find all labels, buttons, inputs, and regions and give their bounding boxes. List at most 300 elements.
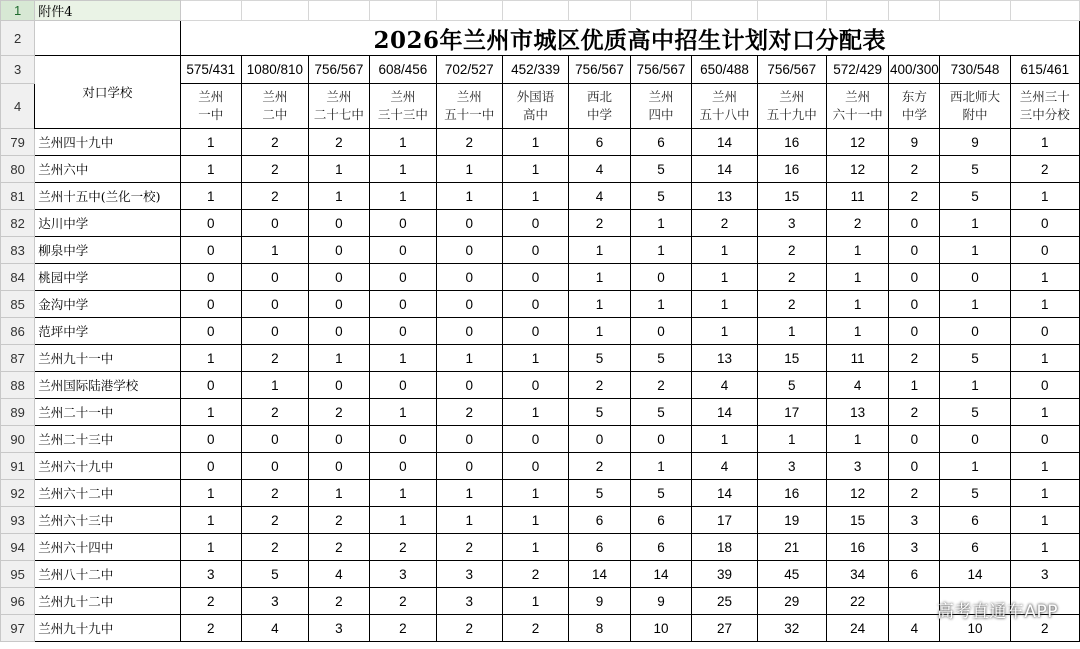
quota-cell[interactable]: 0	[502, 372, 568, 399]
quota-cell[interactable]: 1	[1010, 534, 1079, 561]
quota-cell[interactable]: 1	[308, 183, 370, 210]
quota-cell[interactable]: 0	[370, 291, 436, 318]
quota-cell[interactable]: 2	[242, 183, 309, 210]
score-cell[interactable]: 730/548	[940, 56, 1010, 84]
row-header[interactable]: 91	[1, 453, 35, 480]
quota-cell[interactable]: 6	[569, 534, 631, 561]
quota-cell[interactable]: 15	[757, 345, 826, 372]
quota-cell[interactable]: 22	[826, 588, 889, 615]
quota-cell[interactable]: 1	[1010, 345, 1079, 372]
quota-cell[interactable]: 0	[630, 426, 692, 453]
quota-cell[interactable]: 5	[630, 345, 692, 372]
quota-cell[interactable]: 5	[569, 399, 631, 426]
quota-cell[interactable]: 1	[826, 318, 889, 345]
quota-cell[interactable]: 0	[308, 264, 370, 291]
row-header[interactable]: 96	[1, 588, 35, 615]
quota-cell[interactable]: 5	[569, 480, 631, 507]
row-header[interactable]: 95	[1, 561, 35, 588]
quota-cell[interactable]: 0	[242, 453, 309, 480]
empty-cell[interactable]	[502, 1, 568, 21]
quota-cell[interactable]: 1	[242, 237, 309, 264]
quota-cell[interactable]: 2	[308, 588, 370, 615]
quota-cell[interactable]: 5	[569, 345, 631, 372]
quota-cell[interactable]: 0	[1010, 210, 1079, 237]
quota-cell[interactable]: 6	[569, 507, 631, 534]
quota-cell[interactable]: 2	[242, 399, 309, 426]
quota-cell[interactable]: 21	[757, 534, 826, 561]
quota-cell[interactable]: 3	[889, 534, 940, 561]
school-header-cell[interactable]	[630, 84, 692, 129]
empty-cell[interactable]	[630, 1, 692, 21]
empty-cell[interactable]	[1010, 1, 1079, 21]
empty-cell[interactable]	[436, 1, 502, 21]
quota-cell[interactable]: 2	[889, 156, 940, 183]
score-cell[interactable]: 615/461	[1010, 56, 1079, 84]
score-cell[interactable]: 650/488	[692, 56, 757, 84]
school-header-cell[interactable]	[180, 84, 242, 129]
quota-cell[interactable]: 0	[242, 291, 309, 318]
note-cell[interactable]: 附件4	[35, 1, 180, 21]
quota-cell[interactable]: 2	[569, 453, 631, 480]
quota-cell[interactable]: 0	[436, 237, 502, 264]
quota-cell[interactable]: 0	[502, 318, 568, 345]
quota-cell[interactable]: 13	[826, 399, 889, 426]
quota-cell[interactable]: 2	[889, 183, 940, 210]
quota-cell[interactable]: 1	[940, 210, 1010, 237]
school-header-cell[interactable]	[370, 84, 436, 129]
row-header[interactable]: 79	[1, 129, 35, 156]
quota-cell[interactable]: 5	[630, 183, 692, 210]
quota-cell[interactable]: 2	[757, 264, 826, 291]
quota-cell[interactable]: 1	[826, 291, 889, 318]
quota-cell[interactable]: 6	[569, 129, 631, 156]
quota-cell[interactable]: 0	[889, 264, 940, 291]
quota-cell[interactable]: 0	[242, 318, 309, 345]
quota-cell[interactable]: 39	[692, 561, 757, 588]
empty-cell[interactable]	[692, 1, 757, 21]
quota-cell[interactable]: 1	[502, 399, 568, 426]
quota-cell[interactable]: 4	[889, 615, 940, 642]
quota-cell[interactable]: 0	[889, 453, 940, 480]
quota-cell[interactable]: 2	[436, 534, 502, 561]
row-header[interactable]: 94	[1, 534, 35, 561]
quota-cell[interactable]: 2	[242, 345, 309, 372]
quota-cell[interactable]: 1	[180, 183, 242, 210]
quota-cell[interactable]: 0	[180, 264, 242, 291]
row-header[interactable]: 92	[1, 480, 35, 507]
quota-cell[interactable]: 5	[630, 156, 692, 183]
quota-cell[interactable]: 3	[889, 507, 940, 534]
quota-cell[interactable]: 5	[242, 561, 309, 588]
quota-cell[interactable]: 34	[826, 561, 889, 588]
quota-cell[interactable]: 6	[630, 534, 692, 561]
quota-cell[interactable]: 2	[242, 480, 309, 507]
quota-cell[interactable]: 0	[1010, 318, 1079, 345]
quota-cell[interactable]: 0	[630, 264, 692, 291]
quota-cell[interactable]: 0	[370, 237, 436, 264]
quota-cell[interactable]: 0	[308, 426, 370, 453]
quota-cell[interactable]: 1	[308, 480, 370, 507]
score-cell[interactable]: 756/567	[630, 56, 692, 84]
quota-cell[interactable]: 1	[180, 534, 242, 561]
quota-cell[interactable]: 0	[889, 237, 940, 264]
quota-cell[interactable]: 13	[692, 345, 757, 372]
quota-cell[interactable]: 4	[569, 156, 631, 183]
quota-cell[interactable]: 1	[826, 264, 889, 291]
quota-cell[interactable]: 0	[630, 318, 692, 345]
quota-cell[interactable]: 9	[940, 129, 1010, 156]
quota-cell[interactable]: 2	[308, 507, 370, 534]
quota-cell[interactable]: 2	[370, 615, 436, 642]
quota-cell[interactable]: 2	[502, 615, 568, 642]
row-header[interactable]: 80	[1, 156, 35, 183]
quota-cell[interactable]: 1	[692, 264, 757, 291]
quota-cell[interactable]: 25	[692, 588, 757, 615]
quota-cell[interactable]: 16	[757, 480, 826, 507]
quota-cell[interactable]: 1	[569, 291, 631, 318]
quota-cell[interactable]: 3	[757, 453, 826, 480]
school-name-cell[interactable]: 范坪中学	[35, 318, 180, 345]
quota-cell[interactable]: 1	[502, 534, 568, 561]
row-header[interactable]: 97	[1, 615, 35, 642]
score-cell[interactable]: 702/527	[436, 56, 502, 84]
school-header-cell[interactable]	[436, 84, 502, 129]
school-header-cell[interactable]	[889, 84, 940, 129]
quota-cell[interactable]: 0	[308, 237, 370, 264]
quota-cell[interactable]: 0	[308, 291, 370, 318]
quota-cell[interactable]: 0	[1010, 426, 1079, 453]
quota-cell[interactable]: 15	[826, 507, 889, 534]
quota-cell[interactable]: 0	[436, 426, 502, 453]
score-cell[interactable]: 575/431	[180, 56, 242, 84]
score-cell[interactable]: 756/567	[569, 56, 631, 84]
quota-cell[interactable]: 14	[569, 561, 631, 588]
quota-cell[interactable]: 14	[692, 129, 757, 156]
quota-cell[interactable]: 1	[180, 345, 242, 372]
row-header[interactable]: 87	[1, 345, 35, 372]
quota-cell[interactable]: 14	[940, 561, 1010, 588]
quota-cell[interactable]: 3	[180, 561, 242, 588]
quota-cell[interactable]: 15	[757, 183, 826, 210]
quota-cell[interactable]: 1	[502, 129, 568, 156]
quota-cell[interactable]: 1	[370, 480, 436, 507]
quota-cell[interactable]: 2	[308, 129, 370, 156]
quota-cell[interactable]: 0	[889, 318, 940, 345]
quota-cell[interactable]: 3	[826, 453, 889, 480]
quota-cell[interactable]: 0	[370, 264, 436, 291]
quota-cell[interactable]: 0	[308, 453, 370, 480]
quota-cell[interactable]: 0	[502, 453, 568, 480]
score-cell[interactable]: 452/339	[502, 56, 568, 84]
quota-cell[interactable]: 2	[569, 372, 631, 399]
quota-cell[interactable]: 1	[569, 264, 631, 291]
school-header-cell[interactable]	[1010, 84, 1079, 129]
quota-cell[interactable]: 2	[757, 237, 826, 264]
quota-cell[interactable]: 1	[180, 480, 242, 507]
school-name-cell[interactable]: 兰州八十二中	[35, 561, 180, 588]
quota-cell[interactable]: 32	[757, 615, 826, 642]
quota-cell[interactable]: 2	[889, 399, 940, 426]
quota-cell[interactable]: 0	[502, 291, 568, 318]
quota-cell[interactable]: 6	[630, 129, 692, 156]
quota-cell[interactable]: 0	[242, 264, 309, 291]
score-cell[interactable]: 1080/810	[242, 56, 309, 84]
quota-cell[interactable]: 1	[308, 345, 370, 372]
quota-cell[interactable]: 9	[889, 129, 940, 156]
quota-cell[interactable]: 16	[757, 156, 826, 183]
school-name-cell[interactable]: 兰州九十一中	[35, 345, 180, 372]
quota-cell[interactable]: 3	[436, 561, 502, 588]
quota-cell[interactable]: 1	[826, 237, 889, 264]
quota-cell[interactable]: 0	[436, 453, 502, 480]
quota-cell[interactable]: 0	[436, 291, 502, 318]
empty-cell[interactable]	[826, 1, 889, 21]
quota-cell[interactable]: 5	[757, 372, 826, 399]
quota-cell[interactable]: 14	[630, 561, 692, 588]
quota-cell[interactable]: 4	[242, 615, 309, 642]
empty-cell[interactable]	[242, 1, 309, 21]
quota-cell[interactable]: 6	[889, 561, 940, 588]
quota-cell[interactable]: 1	[1010, 264, 1079, 291]
row-header[interactable]: 82	[1, 210, 35, 237]
quota-cell[interactable]: 0	[370, 372, 436, 399]
quota-cell[interactable]: 5	[630, 480, 692, 507]
quota-cell[interactable]: 2	[242, 507, 309, 534]
quota-cell[interactable]: 0	[889, 426, 940, 453]
school-header-cell[interactable]	[757, 84, 826, 129]
quota-cell[interactable]: 6	[940, 507, 1010, 534]
quota-cell[interactable]: 12	[826, 156, 889, 183]
quota-cell[interactable]: 1	[889, 372, 940, 399]
quota-cell[interactable]: 2	[242, 129, 309, 156]
quota-cell[interactable]: 1	[1010, 453, 1079, 480]
quota-cell[interactable]: 6	[630, 507, 692, 534]
quota-cell[interactable]: 3	[242, 588, 309, 615]
quota-cell[interactable]: 14	[692, 399, 757, 426]
quota-cell[interactable]: 0	[436, 318, 502, 345]
quota-cell[interactable]: 1	[370, 399, 436, 426]
quota-cell[interactable]: 1	[1010, 183, 1079, 210]
row-header[interactable]: 83	[1, 237, 35, 264]
quota-cell[interactable]: 1	[502, 345, 568, 372]
school-name-cell[interactable]: 兰州六十四中	[35, 534, 180, 561]
quota-cell[interactable]: 1	[940, 291, 1010, 318]
quota-cell[interactable]: 14	[692, 480, 757, 507]
quota-cell[interactable]: 10	[940, 615, 1010, 642]
quota-cell[interactable]: 1	[436, 480, 502, 507]
empty-cell[interactable]	[757, 1, 826, 21]
school-name-cell[interactable]: 金沟中学	[35, 291, 180, 318]
quota-cell[interactable]: 11	[826, 345, 889, 372]
quota-cell[interactable]: 1	[180, 156, 242, 183]
empty-cell[interactable]	[370, 1, 436, 21]
quota-cell[interactable]: 2	[242, 534, 309, 561]
school-name-cell[interactable]: 达川中学	[35, 210, 180, 237]
quota-cell[interactable]: 0	[180, 210, 242, 237]
quota-cell[interactable]: 1	[370, 507, 436, 534]
school-name-cell[interactable]: 兰州四十九中	[35, 129, 180, 156]
empty-cell[interactable]	[569, 1, 631, 21]
quota-cell[interactable]: 9	[569, 588, 631, 615]
quota-cell[interactable]: 0	[502, 264, 568, 291]
quota-cell[interactable]: 17	[692, 507, 757, 534]
quota-cell[interactable]: 0	[370, 318, 436, 345]
quota-cell[interactable]: 1	[180, 507, 242, 534]
quota-cell[interactable]: 2	[436, 129, 502, 156]
quota-cell[interactable]: 1	[826, 426, 889, 453]
header-label-cell[interactable]: 对口学校	[35, 56, 180, 129]
quota-cell[interactable]: 1	[502, 588, 568, 615]
quota-cell[interactable]: 0	[1010, 372, 1079, 399]
school-name-cell[interactable]: 兰州六十三中	[35, 507, 180, 534]
score-cell[interactable]: 756/567	[757, 56, 826, 84]
quota-cell[interactable]: 1	[370, 156, 436, 183]
row-header[interactable]: 88	[1, 372, 35, 399]
school-name-cell[interactable]: 兰州九十九中	[35, 615, 180, 642]
quota-cell[interactable]: 0	[370, 210, 436, 237]
quota-cell[interactable]: 1	[692, 291, 757, 318]
school-name-cell[interactable]: 兰州六十二中	[35, 480, 180, 507]
quota-cell[interactable]: 1	[1010, 507, 1079, 534]
quota-cell[interactable]: 0	[180, 372, 242, 399]
quota-cell[interactable]: 0	[180, 453, 242, 480]
quota-cell[interactable]: 4	[692, 372, 757, 399]
school-header-cell[interactable]	[242, 84, 309, 129]
row-header[interactable]: 89	[1, 399, 35, 426]
sheet-title[interactable]: 2026年兰州市城区优质高中招生计划对口分配表	[180, 21, 1079, 56]
quota-cell[interactable]: 3	[308, 615, 370, 642]
quota-cell[interactable]: 1	[502, 183, 568, 210]
school-name-cell[interactable]: 兰州六十九中	[35, 453, 180, 480]
quota-cell[interactable]: 0	[308, 318, 370, 345]
quota-cell[interactable]: 4	[826, 372, 889, 399]
quota-cell[interactable]: 3	[436, 588, 502, 615]
school-name-cell[interactable]: 兰州二十三中	[35, 426, 180, 453]
row-header[interactable]: 86	[1, 318, 35, 345]
quota-cell[interactable]: 2	[889, 480, 940, 507]
quota-cell[interactable]: 11	[826, 183, 889, 210]
empty-cell[interactable]	[889, 1, 940, 21]
quota-cell[interactable]: 1	[180, 399, 242, 426]
quota-cell[interactable]: 1	[1010, 129, 1079, 156]
school-name-cell[interactable]: 兰州二十一中	[35, 399, 180, 426]
empty-cell[interactable]	[180, 1, 242, 21]
quota-cell[interactable]: 2	[1010, 156, 1079, 183]
quota-cell[interactable]: 2	[630, 372, 692, 399]
quota-cell[interactable]: 1	[242, 372, 309, 399]
quota-cell[interactable]: 2	[242, 156, 309, 183]
quota-cell[interactable]: 1	[502, 507, 568, 534]
quota-cell[interactable]: 13	[692, 183, 757, 210]
school-name-cell[interactable]: 桃园中学	[35, 264, 180, 291]
quota-cell[interactable]: 3	[1010, 561, 1079, 588]
quota-cell[interactable]: 19	[757, 507, 826, 534]
quota-cell[interactable]: 16	[826, 534, 889, 561]
quota-cell[interactable]: 1	[436, 345, 502, 372]
quota-cell[interactable]: 1	[436, 183, 502, 210]
quota-cell[interactable]: 1	[940, 372, 1010, 399]
quota-cell[interactable]: 2	[370, 534, 436, 561]
quota-cell[interactable]: 2	[370, 588, 436, 615]
quota-cell[interactable]: 1	[370, 129, 436, 156]
quota-cell[interactable]: 1	[436, 156, 502, 183]
school-header-cell[interactable]	[308, 84, 370, 129]
quota-cell[interactable]: 2	[180, 588, 242, 615]
row-header[interactable]: 81	[1, 183, 35, 210]
quota-cell[interactable]: 18	[692, 534, 757, 561]
quota-cell[interactable]: 1	[308, 156, 370, 183]
quota-cell[interactable]: 2	[180, 615, 242, 642]
quota-cell[interactable]: 0	[308, 372, 370, 399]
row-header[interactable]: 3	[1, 56, 35, 84]
school-header-cell[interactable]	[826, 84, 889, 129]
quota-cell[interactable]: 5	[940, 399, 1010, 426]
quota-cell[interactable]: 0	[370, 426, 436, 453]
empty-cell[interactable]	[308, 1, 370, 21]
quota-cell[interactable]: 1	[436, 507, 502, 534]
quota-cell[interactable]: 2	[826, 210, 889, 237]
school-name-cell[interactable]: 兰州国际陆港学校	[35, 372, 180, 399]
row-header[interactable]: 93	[1, 507, 35, 534]
quota-cell[interactable]: 0	[502, 237, 568, 264]
quota-cell[interactable]: 0	[889, 291, 940, 318]
quota-cell[interactable]: 5	[940, 183, 1010, 210]
quota-cell[interactable]: 0	[180, 291, 242, 318]
row-header[interactable]: 84	[1, 264, 35, 291]
quota-cell[interactable]: 0	[242, 210, 309, 237]
empty-cell[interactable]	[940, 1, 1010, 21]
quota-cell[interactable]: 12	[826, 480, 889, 507]
quota-cell[interactable]: 2	[569, 210, 631, 237]
quota-cell[interactable]: 1	[630, 210, 692, 237]
quota-cell[interactable]: 1	[1010, 291, 1079, 318]
quota-cell[interactable]: 0	[436, 210, 502, 237]
quota-cell[interactable]: 0	[889, 210, 940, 237]
quota-cell[interactable]: 17	[757, 399, 826, 426]
quota-cell[interactable]: 1	[1010, 480, 1079, 507]
school-name-cell[interactable]: 兰州六中	[35, 156, 180, 183]
quota-cell[interactable]: 0	[180, 426, 242, 453]
quota-cell[interactable]: 0	[436, 372, 502, 399]
quota-cell[interactable]: 3	[370, 561, 436, 588]
quota-cell[interactable]: 0	[569, 426, 631, 453]
quota-cell[interactable]: 0	[940, 318, 1010, 345]
quota-cell[interactable]: 1	[370, 183, 436, 210]
quota-cell[interactable]: 6	[940, 534, 1010, 561]
quota-cell[interactable]: 1	[692, 318, 757, 345]
quota-cell[interactable]: 1	[569, 237, 631, 264]
quota-cell[interactable]: 45	[757, 561, 826, 588]
quota-cell[interactable]: 1	[757, 318, 826, 345]
quota-cell[interactable]: 1	[502, 156, 568, 183]
quota-cell[interactable]: 3	[757, 210, 826, 237]
quota-cell[interactable]: 2	[502, 561, 568, 588]
quota-cell[interactable]: 5	[630, 399, 692, 426]
quota-cell[interactable]: 0	[502, 426, 568, 453]
quota-cell[interactable]: 5	[940, 480, 1010, 507]
quota-cell[interactable]: 0	[308, 210, 370, 237]
quota-cell[interactable]: 1	[757, 426, 826, 453]
quota-cell[interactable]: 1	[940, 237, 1010, 264]
quota-cell[interactable]: 0	[180, 318, 242, 345]
quota-cell[interactable]: 1	[1010, 399, 1079, 426]
school-name-cell[interactable]: 兰州九十二中	[35, 588, 180, 615]
quota-cell[interactable]: 1	[502, 480, 568, 507]
score-cell[interactable]: 400/300	[889, 56, 940, 84]
row-header[interactable]: 90	[1, 426, 35, 453]
quota-cell[interactable]: 1	[940, 453, 1010, 480]
school-header-cell[interactable]	[569, 84, 631, 129]
